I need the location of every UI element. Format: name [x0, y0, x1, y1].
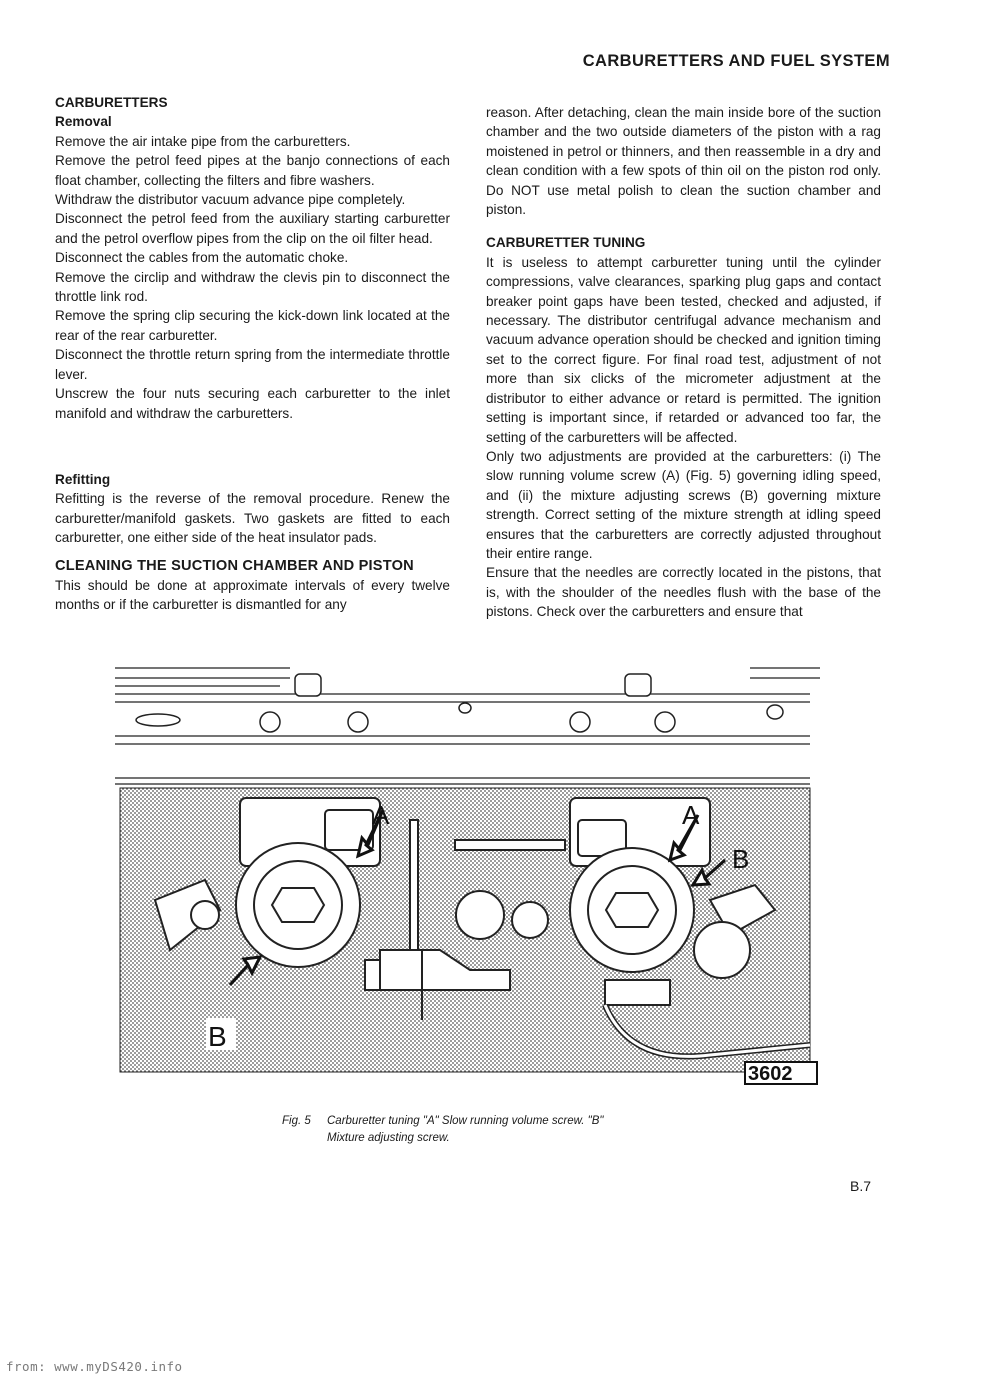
label-a-left: A — [372, 800, 390, 830]
figure-carburetter-diagram — [110, 660, 820, 1085]
running-header: CARBURETTERS AND FUEL SYSTEM — [582, 52, 890, 70]
page-number: B.7 — [850, 1178, 872, 1194]
removal-step: Disconnect the throttle return spring from the intermediate throttle lever. — [55, 347, 450, 382]
heading-cleaning: CLEANING THE SUCTION CHAMBER AND PISTON — [55, 557, 414, 574]
subheading-refitting: Refitting — [55, 471, 111, 487]
caption-line-2: Mixture adjusting screw. — [327, 1132, 450, 1144]
label-b-right: B — [732, 844, 750, 874]
refitting-text: Refitting is the reverse of the removal procedure. Renew the carburetter/manifold gaskets. Two gaskets are fitted to each carburetter, one either side of the heat insulator pads. — [55, 491, 450, 546]
removal-step: Withdraw the distributor vacuum advance pipe completely. — [55, 192, 406, 208]
removal-step: Unscrew the four nuts securing each carburetter to the inlet manifold and withdraw the carburetters. — [55, 386, 450, 421]
tuning-paragraph-2: Only two adjustments are provided at the carburetters: (i) The slow running volume screw (A) (Fig. 5) governing idling speed, and (ii) the mixture adjusting screws (B) governing mixture strength. Correct setting of the mixture strength at idling speed ensures that the carburetters are correctly adjusted throughout their entire range. — [486, 448, 881, 561]
footer-source: from: www.myDS420.info — [6, 1359, 183, 1374]
removal-step: Remove the circlip and withdraw the clevis pin to disconnect the throttle link rod. — [55, 269, 450, 305]
caption-line-1: Carburetter tuning "A" Slow running volume screw. "B" — [327, 1115, 604, 1127]
left-column — [55, 93, 450, 615]
caption-fig-label: Fig. 5 — [282, 1115, 311, 1127]
removal-steps — [55, 132, 450, 423]
removal-step: Disconnect the cables from the automatic choke. — [55, 250, 349, 266]
cleaning-continued: reason. After detaching, clean the main inside bore of the suction chamber and the two outside diameters of the piston with a rag moistened in petrol or thinners, and then reassemble in a dry and clean condition with a few spots of thin oil on the piston rod only. Do NOT use metal polish to clean the suction chamber and piston. — [486, 105, 881, 218]
heading-carburetter-tuning: CARBURETTER TUNING — [486, 235, 646, 251]
figure-caption — [282, 1113, 712, 1147]
figure-number: 3602 — [748, 1063, 793, 1085]
tuning-paragraph-3: Ensure that the needles are correctly located in the pistons, that is, with the shoulder of the needles flush with the base of the pistons. Check over the carburetters and ensure that — [486, 565, 881, 620]
removal-step: Remove the spring clip securing the kick-down link located at the rear of the rear carburetter. — [55, 308, 450, 343]
subheading-removal: Removal — [55, 114, 112, 130]
label-b-left: B — [208, 1021, 227, 1052]
right-column — [486, 103, 881, 622]
section-title-carburetters: CARBURETTERS — [55, 95, 168, 110]
removal-step: Remove the petrol feed pipes at the banjo connections of each float chamber, collecting the filters and fibre washers. — [55, 153, 450, 188]
removal-step: Remove the air intake pipe from the carburetters. — [55, 133, 351, 149]
cleaning-text: This should be done at approximate intervals of every twelve months or if the carburetter is dismantled for any — [55, 577, 450, 613]
removal-step: Disconnect the petrol feed from the auxiliary starting carburetter and the petrol overflow pipes from the clip on the oil filter head. — [55, 211, 450, 246]
tuning-paragraph-1: It is useless to attempt carburetter tuning until the cylinder compressions, valve clearances, sparking plug gaps and contact breaker point gaps have been tested, checked and adjusted, if necessary. The distributor centrifugal advance mechanism and vacuum advance operation should be checked and ignition timing set to the correct figure. For final road test, adjustment of not more than six clicks of the micrometer adjustment at the distributor to either advance or retard is permitted. The ignition setting is important since, if retarded or advanced too far, the setting of the carburetters will be affected. — [486, 254, 881, 445]
label-a-right: A — [682, 800, 700, 830]
